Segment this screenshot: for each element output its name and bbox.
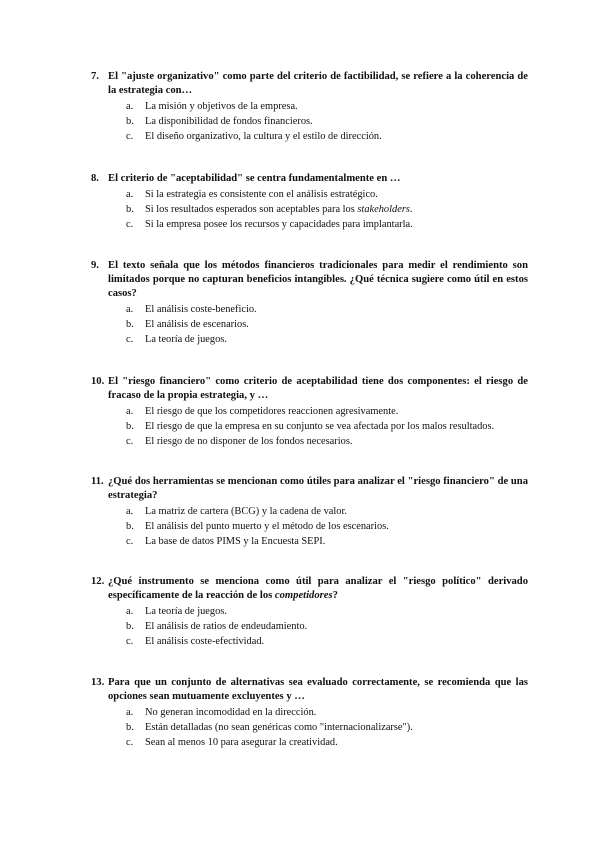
options-list: [91, 404, 528, 449]
option-letter: b.: [126, 204, 134, 215]
option-text: Están detalladas (no sean genéricas como "internacionalizarse").: [145, 722, 413, 733]
option-letter: a.: [126, 101, 134, 112]
option-b[interactable]: [91, 114, 528, 129]
option-a[interactable]: [91, 604, 528, 619]
question-13: [91, 676, 528, 750]
question-12: [91, 575, 528, 649]
option-letter: c.: [126, 436, 134, 447]
option-text: El análisis coste-efectividad.: [145, 636, 265, 647]
question-text: El criterio de "aceptabilidad" se centra fundamentalmente en …: [108, 173, 401, 184]
option-text-emphasis: stakeholders: [357, 204, 410, 215]
question-number: 8.: [91, 173, 99, 184]
option-letter: b.: [126, 116, 134, 127]
option-letter: c.: [126, 536, 134, 547]
question-text: Para que un conjunto de alternativas sea evaluado correctamente, se recomienda que las opciones sean mutuamente excluyentes y …: [108, 677, 528, 702]
option-b[interactable]: [91, 202, 528, 217]
question-text: El "riesgo financiero" como criterio de aceptabilidad tiene dos componentes: el riesgo de fracaso de la propia estrategia, y …: [108, 376, 528, 401]
option-letter: c.: [126, 636, 134, 647]
question-number: 7.: [91, 71, 99, 82]
question-7: [91, 70, 528, 144]
option-text: El riesgo de no disponer de los fondos necesarios.: [145, 436, 353, 447]
option-text: El riesgo de que los competidores reaccionen agresivamente.: [145, 406, 399, 417]
option-letter: a.: [126, 406, 134, 417]
option-letter: a.: [126, 707, 134, 718]
question-text: ¿Qué dos herramientas se mencionan como útiles para analizar el "riesgo financiero" de una estrategia?: [108, 476, 528, 501]
option-text: Si la estrategia es consistente con el análisis estratégico.: [145, 189, 378, 200]
options-list: [91, 705, 528, 750]
options-list: [91, 302, 528, 347]
option-letter: a.: [126, 304, 134, 315]
options-list: [91, 504, 528, 549]
option-text-pre: Si los resultados esperados son aceptables para los: [145, 204, 358, 215]
option-text-post: .: [409, 204, 413, 215]
question-text: El "ajuste organizativo" como parte del criterio de factibilidad, se refiere a la coherencia de la estrategia con…: [108, 71, 528, 96]
options-list: [91, 99, 528, 144]
option-letter: b.: [126, 319, 134, 330]
option-letter: b.: [126, 521, 134, 532]
option-c[interactable]: [91, 332, 528, 347]
option-b[interactable]: [91, 619, 528, 634]
option-text: El análisis de escenarios.: [145, 319, 249, 330]
option-text: El riesgo de que la empresa en su conjunto se vea afectada por los malos resultados.: [145, 421, 495, 432]
option-letter: b.: [126, 421, 134, 432]
question-number: 9.: [91, 260, 99, 271]
option-c[interactable]: [91, 129, 528, 144]
option-text: La base de datos PIMS y la Encuesta SEPI.: [145, 536, 326, 547]
option-letter: c.: [126, 219, 134, 230]
options-list: [91, 604, 528, 649]
question-number: 10.: [91, 376, 105, 387]
option-b[interactable]: [91, 419, 528, 434]
option-letter: b.: [126, 722, 134, 733]
option-letter: a.: [126, 606, 134, 617]
option-c[interactable]: [91, 634, 528, 649]
option-text: El análisis coste-beneficio.: [145, 304, 257, 315]
option-c[interactable]: [91, 217, 528, 232]
option-letter: c.: [126, 737, 134, 748]
option-a[interactable]: [91, 404, 528, 419]
option-a[interactable]: [91, 187, 528, 202]
option-text: El análisis de ratios de endeudamiento.: [145, 621, 308, 632]
option-text: No generan incomodidad en la dirección.: [145, 707, 317, 718]
question-number: 12.: [91, 576, 105, 587]
question-text: [108, 575, 528, 603]
question-number: 13.: [91, 677, 105, 688]
question-text: El texto señala que los métodos financieros tradicionales para medir el rendimiento son limitados porque no capturan beneficios intangibles. ¿Qué técnica sugiere como útil en estos casos?: [108, 260, 528, 299]
option-text: La disponibilidad de fondos financieros.: [145, 116, 313, 127]
question-11: [91, 475, 528, 549]
option-text: La matriz de cartera (BCG) y la cadena de valor.: [145, 506, 347, 517]
question-9: [91, 259, 528, 347]
option-letter: a.: [126, 189, 134, 200]
option-a[interactable]: [91, 504, 528, 519]
option-text: Sean al menos 10 para asegurar la creatividad.: [145, 737, 338, 748]
option-c[interactable]: [91, 434, 528, 449]
question-10: [91, 375, 528, 449]
option-b[interactable]: [91, 317, 528, 332]
option-letter: c.: [126, 131, 134, 142]
option-text: La teoría de juegos.: [145, 334, 227, 345]
option-text: La misión y objetivos de la empresa.: [145, 101, 298, 112]
option-text: Si la empresa posee los recursos y capacidades para implantarla.: [145, 219, 413, 230]
question-8: [91, 172, 528, 232]
option-text: El análisis del punto muerto y el método de los escenarios.: [145, 521, 389, 532]
option-letter: a.: [126, 506, 134, 517]
option-text: El diseño organizativo, la cultura y el estilo de dirección.: [145, 131, 382, 142]
option-a[interactable]: [91, 705, 528, 720]
option-letter: c.: [126, 334, 134, 345]
option-letter: b.: [126, 621, 134, 632]
question-number: 11.: [91, 476, 104, 487]
question-text-pre: ¿Qué instrumento se menciona como útil para analizar el "riesgo político" derivado específicamente de la reacción de los: [108, 576, 528, 601]
option-b[interactable]: [91, 519, 528, 534]
option-text: La teoría de juegos.: [145, 606, 227, 617]
options-list: [91, 187, 528, 232]
option-a[interactable]: [91, 302, 528, 317]
option-b[interactable]: [91, 720, 528, 735]
option-c[interactable]: [91, 534, 528, 549]
option-text: [145, 202, 528, 217]
question-text-post: ?: [332, 590, 338, 601]
question-text-emphasis: competidores: [274, 590, 333, 601]
option-c[interactable]: [91, 735, 528, 750]
option-a[interactable]: [91, 99, 528, 114]
